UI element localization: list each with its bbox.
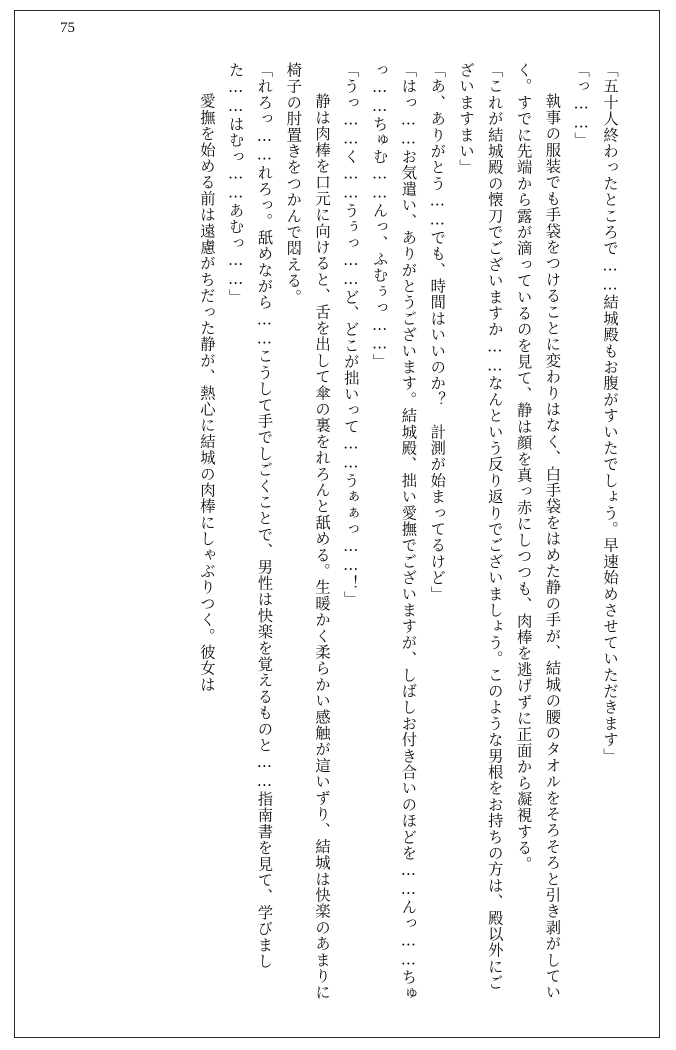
paragraph: 「れろっ……れろっ。舐めながら……こうして手でしごくことで、男性は快楽を覚えるものと……指南書を見て、学びました……はむっ……あむっ……」: [226, 62, 274, 970]
paragraph: 「っ……」: [572, 62, 591, 149]
paragraph: 執事の服装でも手袋をつけることに変わりはなく、白手袋をはめた静の手が、結城の腰のタオルをそろそろと引き剥がしていく。すでに先端から露が滴っているのを見て、静は顔を真っ赤にしつつも、肉棒を逃げずに正面から凝視する。: [514, 62, 562, 1001]
paragraph: 「うっ……く……うぅっ……ど、どこが拙いって……うぁぁっ……！」: [341, 62, 360, 608]
paragraph: 「これが結城殿の懐刀でございますか……なんという反り返りでございましょう。このような男根をお持ちの方は、殿以外にございますまい」: [457, 62, 504, 991]
paragraph: 「あ、ありがとう……でも、時間はいいのか？ 計測が始まってるけど」: [428, 62, 447, 602]
page-number: 75: [60, 20, 75, 36]
paragraph: 静は肉棒を口元に向けると、舌を出して傘の裏をれろんと舐める。生暖かく柔らかい感触が這いずり、結城は快楽のあまりに椅子の肘置きをつかんで悶える。: [284, 62, 332, 1001]
paragraph: 「はっ……お気遣い、ありがとうございます。結城殿、拙い愛撫でございますが、しばしお付き合いのほどを……んっ……ちゅっ……ちゅむ……んっ、ふむぅっ……」: [370, 62, 418, 1002]
paragraph: 「五十人終わったところで……結城殿もお腹がすいたでしょう。早速始めさせていただきます」: [601, 62, 619, 764]
paragraph: 愛撫を始める前は遠慮がちだった静が、熱心に結城の肉棒にしゃぶりつく。彼女は: [197, 77, 216, 693]
page-body-text: [40, 62, 624, 1002]
